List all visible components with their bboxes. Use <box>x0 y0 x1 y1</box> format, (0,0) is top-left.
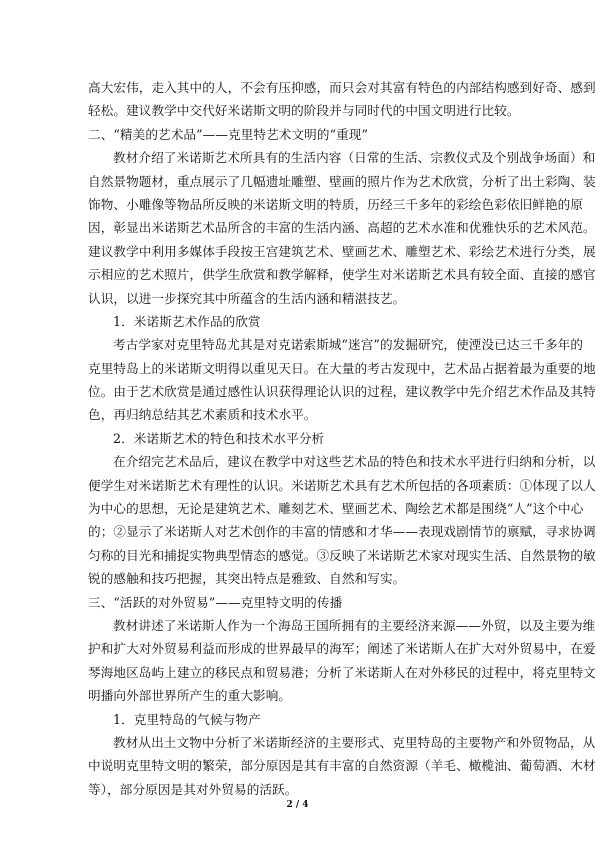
document-body <box>88 76 596 801</box>
page-number: 2 / 4 <box>286 800 309 810</box>
section-heading: 二、“精美的艺术品”——克里特艺术文明的“重现” <box>88 126 369 142</box>
paragraph-line: 饰物、小雕像等物品所反映的米诺斯文明的特质，历经三千多年的彩绘色彩依旧鲜艳的原 <box>88 196 584 212</box>
paragraph-line: 匀称的目光和捕捉实物典型情态的感觉。③反映了米诺斯艺术家对现实生活、自然景物的敏 <box>88 547 596 563</box>
paragraph-line: 高大宏伟，走入其中的人，不会有压抑感，而只会对其富有特色的内部结构感到好奇、感到 <box>88 80 596 95</box>
subsection-heading: 1．克里特岛的气候与物产 <box>113 711 261 727</box>
paragraph-line: 建议教学中利用多媒体手段按王宫建筑艺术、壁画艺术、雕塑艺术、彩绘艺术进行分类，展 <box>88 243 596 259</box>
paragraph-line: 明播向外部世界所产生的重大影响。 <box>88 688 292 704</box>
subsection-heading: 1．米诺斯艺术作品的欣赏 <box>113 313 261 329</box>
paragraph-line: 的；②显示了米诺斯人对艺术创作的丰富的情感和才华——表现戏剧情节的禀赋，寻求协调 <box>88 524 596 540</box>
paragraph-line: 护和扩大对外贸易利益而形成的世界最早的海军；阐述了米诺斯人在扩大对外贸易中，在爱 <box>88 641 596 657</box>
paragraph-line: 位。由于艺术欣赏是通过感性认识获得理论认识的过程，建议教学中先介绍艺术作品及其特 <box>88 384 596 400</box>
paragraph-line: 锐的感触和技巧把握，其突出特点是雅致、自然和写实。 <box>88 571 406 587</box>
subsection-heading: 2．米诺斯艺术的特色和技术水平分析 <box>113 430 325 446</box>
paragraph-line: 教材介绍了米诺斯艺术所具有的生活内容（日常的生活、宗教仪式及个别战争场面）和 <box>113 150 596 166</box>
paragraph-line: 考古学家对克里特岛尤其是对克诺索斯城“迷宫”的发掘研究，使湮没已达三千多年的 <box>113 337 584 353</box>
paragraph-line: 示相应的艺术照片，供学生欣赏和教学解释，使学生对米诺斯艺术具有较全面、直接的感官 <box>88 267 596 283</box>
paragraph-line: 轻松。建议教学中交代好米诺斯文明的阶段并与同时代的中国文明进行比较。 <box>88 103 520 119</box>
paragraph-line: 自然景物题材，重点展示了几幅遗址雕塑、壁画的照片作为艺术欣赏，分析了出土彩陶、装 <box>88 173 596 189</box>
paragraph-line: 教材从出土文物中分析了米诺斯经济的主要形式、克里特岛的主要物产和外贸物品，从 <box>113 734 596 750</box>
paragraph-line: 琴海地区岛屿上建立的移民点和贸易港；分析了米诺斯人在对外移民的过程中，将克里特文 <box>88 664 596 680</box>
paragraph-line: 认识，以进一步探究其中所蕴含的生活内涵和精湛技艺。 <box>88 290 406 306</box>
paragraph-line: 等），部分原因是其对外贸易的活跃。 <box>88 781 298 797</box>
paragraph-line: 为中心的思想，无论是建筑艺术、雕刻艺术、壁画艺术、陶绘艺术都是围绕“人”这个中心 <box>88 501 584 517</box>
paragraph-line: 中说明克里特文明的繁荣，部分原因是其有丰富的自然资源（羊毛、橄榄油、葡萄酒、木材 <box>88 758 596 774</box>
paragraph-line: 因，彰显出米诺斯艺术品所含的丰富的生活内涵、高超的艺术水准和优雅快乐的艺术风范。 <box>88 220 596 236</box>
section-heading: 三、“活跃的对外贸易”——克里特文明的传播 <box>88 594 343 610</box>
paragraph-line: 克里特岛上的米诺斯文明得以重见天日。在大量的考古发现中，艺术品占据着最为重要的地 <box>88 360 596 376</box>
paragraph-line: 色，再归纳总结其艺术素质和技术水平。 <box>88 407 317 423</box>
paragraph-line: 在介绍完艺术品后，建议在教学中对这些艺术品的特色和技术水平进行归纳和分析，以 <box>113 454 596 470</box>
paragraph-line: 教材讲述了米诺斯人作为一个海岛王国所拥有的主要经济来源——外贸，以及主要为维 <box>113 617 596 633</box>
paragraph-line: 便学生对米诺斯艺术有理性的认识。米诺斯艺术具有艺术所包括的各项素质：①体现了以人 <box>88 477 596 493</box>
